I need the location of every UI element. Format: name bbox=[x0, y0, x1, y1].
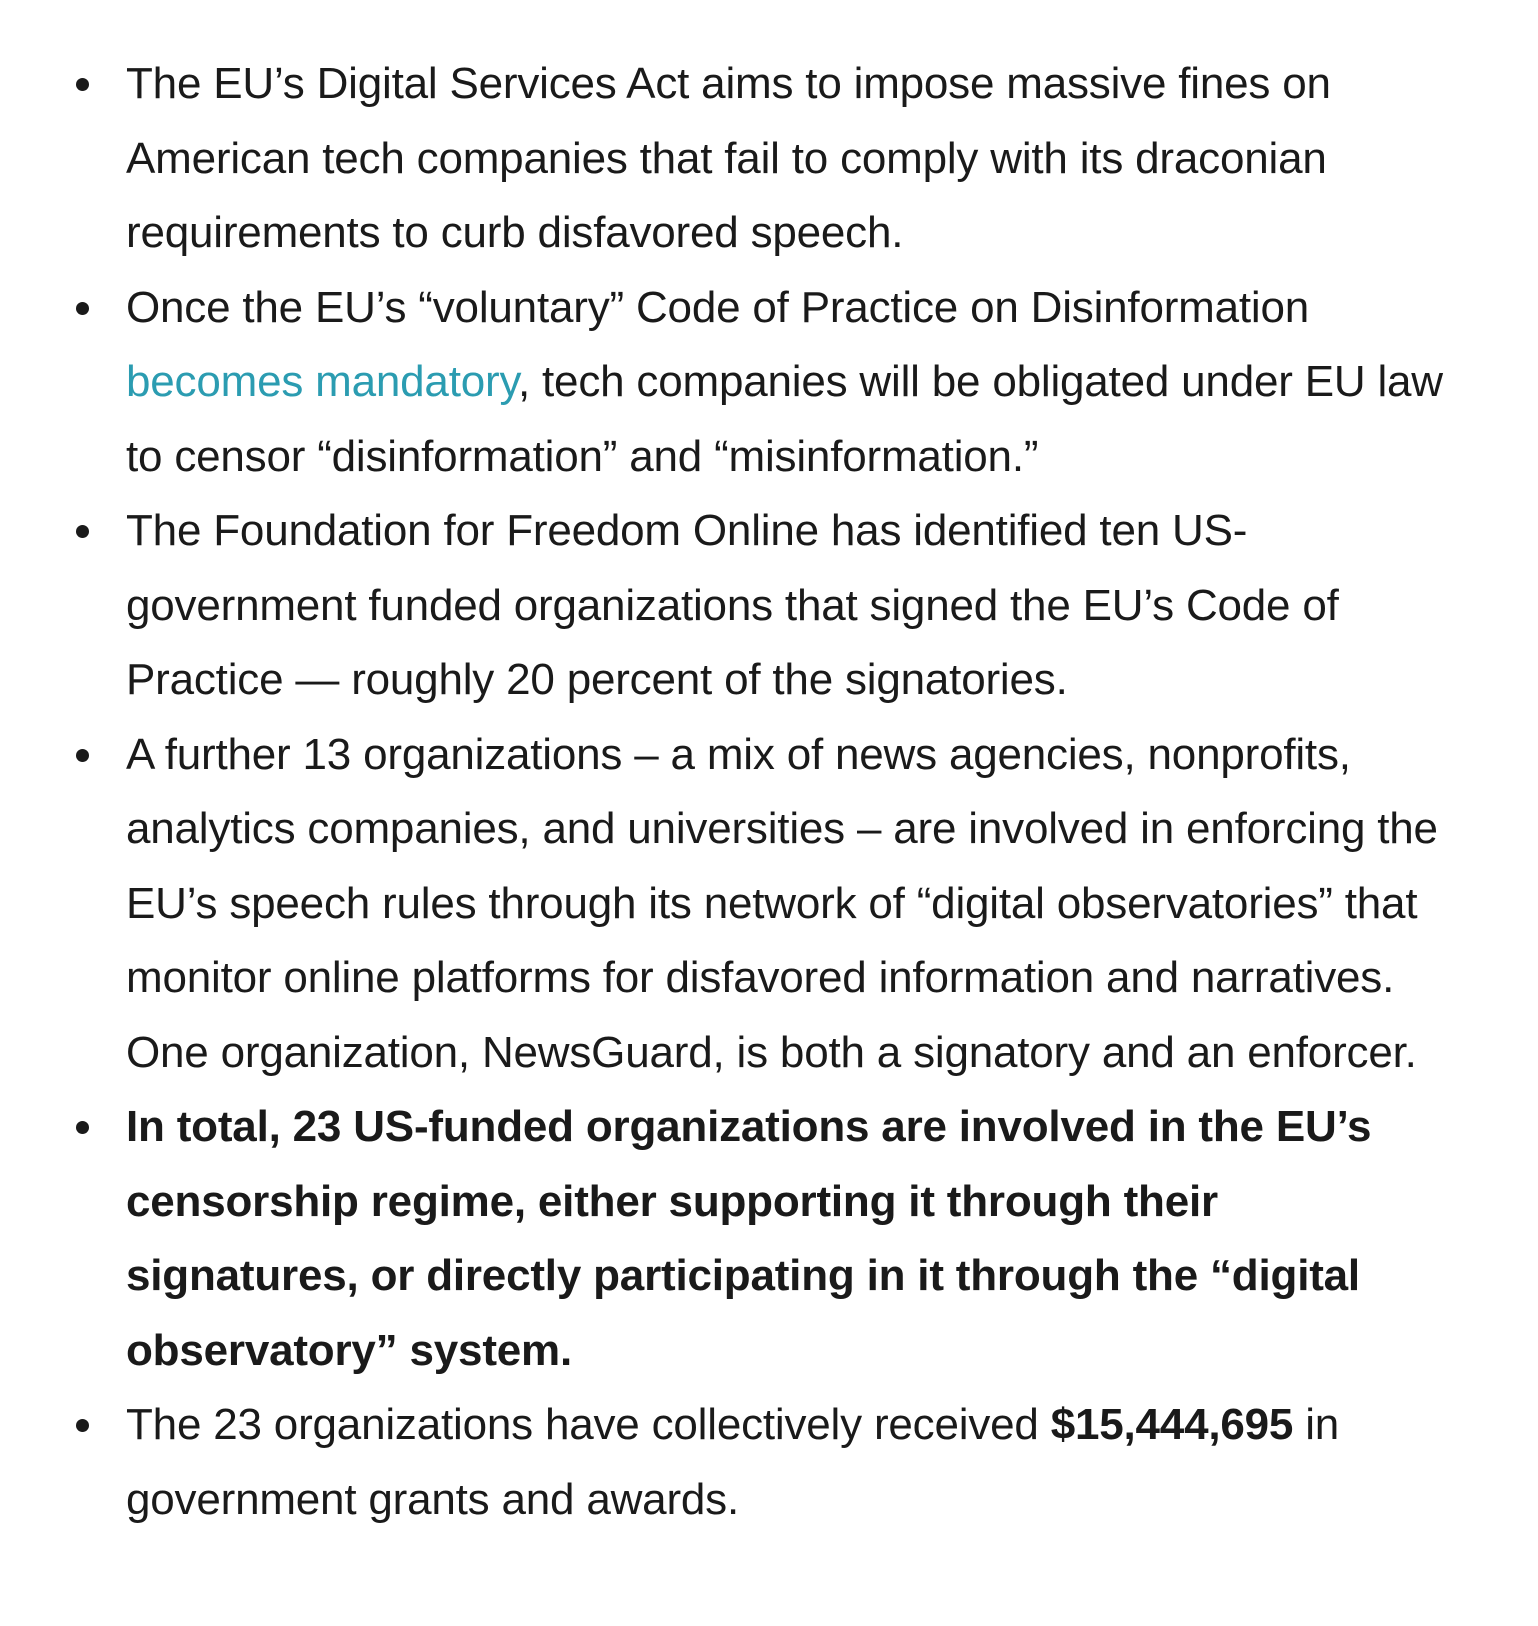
bullet-item-digital-observatories bbox=[0, 718, 1538, 1091]
bullet-dot-icon bbox=[76, 525, 89, 538]
funding-amount: $15,444,695 bbox=[1050, 1400, 1294, 1449]
bullet-dot-icon bbox=[76, 78, 89, 91]
bullet-item-us-signatories bbox=[0, 494, 1538, 718]
bullet-text: A further 13 organizations – a mix of news agencies, nonprofits, analytics companies, and universities – are involved in enforcing the EU’s speech rules through its network of “digital observatories” that monitor online platforms for disfavored information and narratives. One organization, NewsGuard, is both a signatory and an enforcer. bbox=[126, 729, 1438, 1077]
bullet-list bbox=[0, 47, 1538, 1537]
bullet-text-after-amount: in government grants and awards. bbox=[126, 1400, 1340, 1524]
bullet-text bbox=[126, 1400, 1339, 1524]
bullet-text-before-amount: The 23 organizations have collectively received bbox=[126, 1400, 1051, 1449]
bullet-text bbox=[126, 283, 1443, 481]
bullet-item-funding-amount bbox=[0, 1388, 1538, 1537]
bullet-item-dsa-fines bbox=[0, 47, 1538, 271]
bullet-dot-icon bbox=[76, 1121, 89, 1134]
bullet-dot-icon bbox=[76, 749, 89, 762]
bullet-dot-icon bbox=[76, 1419, 89, 1432]
bullet-dot-icon bbox=[76, 302, 89, 315]
bullet-item-code-of-practice bbox=[0, 271, 1538, 495]
bullet-text-after-link: , tech companies will be obligated under EU law to censor “disinformation” and “misinformation.” bbox=[126, 357, 1443, 481]
bullet-item-total-organizations bbox=[0, 1090, 1538, 1388]
bullet-text: In total, 23 US-funded organizations are involved in the EU’s censorship regime, either supporting it through their signatures, or directly participating in it through the “digital observatory” system. bbox=[126, 1102, 1372, 1375]
bullet-text: The EU’s Digital Services Act aims to impose massive fines on American tech companies that fail to comply with its draconian requirements to curb disfavored speech. bbox=[126, 59, 1331, 257]
bullet-text-before-link: Once the EU’s “voluntary” Code of Practice on Disinformation bbox=[126, 282, 1310, 332]
bullet-text: The Foundation for Freedom Online has identified ten US-government funded organizations that signed the EU’s Code of Practice — roughly 20 percent of the signatories. bbox=[126, 506, 1339, 704]
becomes-mandatory-link[interactable]: becomes mandatory bbox=[126, 357, 518, 406]
